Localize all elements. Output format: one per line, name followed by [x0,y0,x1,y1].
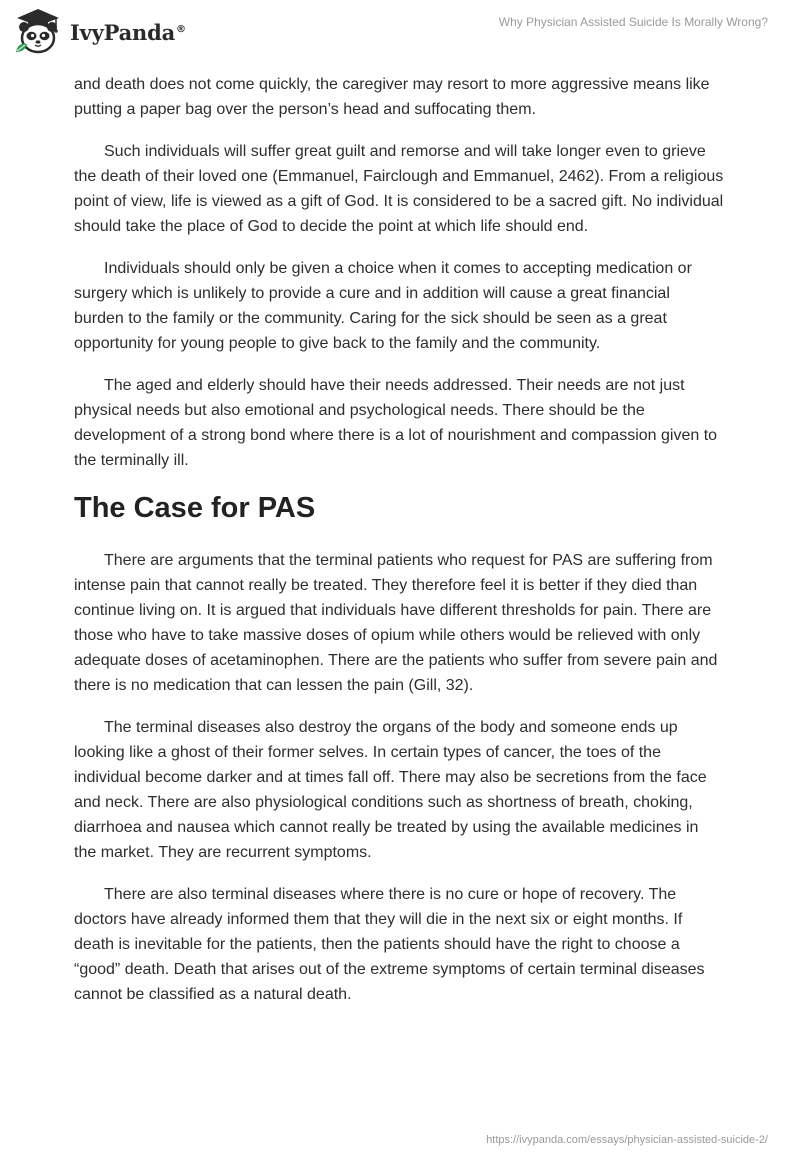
paragraph: There are arguments that the terminal patients who request for PAS are suffering from intense pain that cannot really be treated. They therefore feel it is better if they died than continue living on. It is argued that individuals have different thresholds for pain. There are those who have to take massive doses of opium while others would be relieved with only adequate doses of acetaminophen. There are the patients who suffer from severe pain and there is no medication that can lessen the pain (Gill, 32). [74,552,718,694]
registered-mark: ® [176,23,186,35]
panda-logo-icon [14,8,62,54]
paragraph: The aged and elderly should have their needs addressed. Their needs are not just physical needs but also emotional and psychological needs. There should be the development of a strong bond where there is a lot of nourishment and compassion given to the terminally ill. [74,377,718,469]
ivypanda-logo[interactable] [14,8,186,54]
paragraph: Such individuals will suffer great guilt and remorse and will take longer even to grieve the death of their loved one (Emmanuel, Fairclough and Emmanuel, 2462). From a religious point of view, life is viewed as a gift of God. It is considered to be a sacred gift. No individual should take the place of God to decide the point at which life should end. [74,143,724,235]
essay-content [74,72,724,1024]
document-title: Why Physician Assisted Suicide Is Morally Wrong? [498,15,768,29]
paragraph: Individuals should only be given a choice when it comes to accepting medication or surgery which is unlikely to provide a cure and in addition will cause a great financial burden to the family or the community. Caring for the sick should be seen as a great opportunity for young people to give back to the family and the community. [74,260,692,352]
section-heading: The Case for PAS [74,492,316,524]
paragraph: The terminal diseases also destroy the organs of the body and someone ends up looking like a ghost of their former selves. In certain types of cancer, the toes of the individual become darker and at times fall off. There may also be secretions from the face and neck. There are also physiological conditions such as shortness of breath, choking, diarrhoea and nausea which cannot really be treated by using the available medicines in the market. They are recurrent symptoms. [74,719,707,861]
paragraph: and death does not come quickly, the caregiver may resort to more aggressive means like putting a paper bag over the person’s head and suffocating them. [74,76,710,118]
source-url-link[interactable]: https://ivypanda.com/essays/physician-assisted-suicide-2/ [486,1134,768,1146]
page-header [0,0,800,62]
paragraph: There are also terminal diseases where there is no cure or hope of recovery. The doctors have already informed them that they will die in the next six or eight months. If death is inevitable for the patients, then the patients should have the right to choose a “good” death. Death that arises out of the extreme symptoms of certain terminal diseases cannot be classified as a natural death. [74,886,705,1003]
brand-name: IvyPanda® [70,19,186,45]
